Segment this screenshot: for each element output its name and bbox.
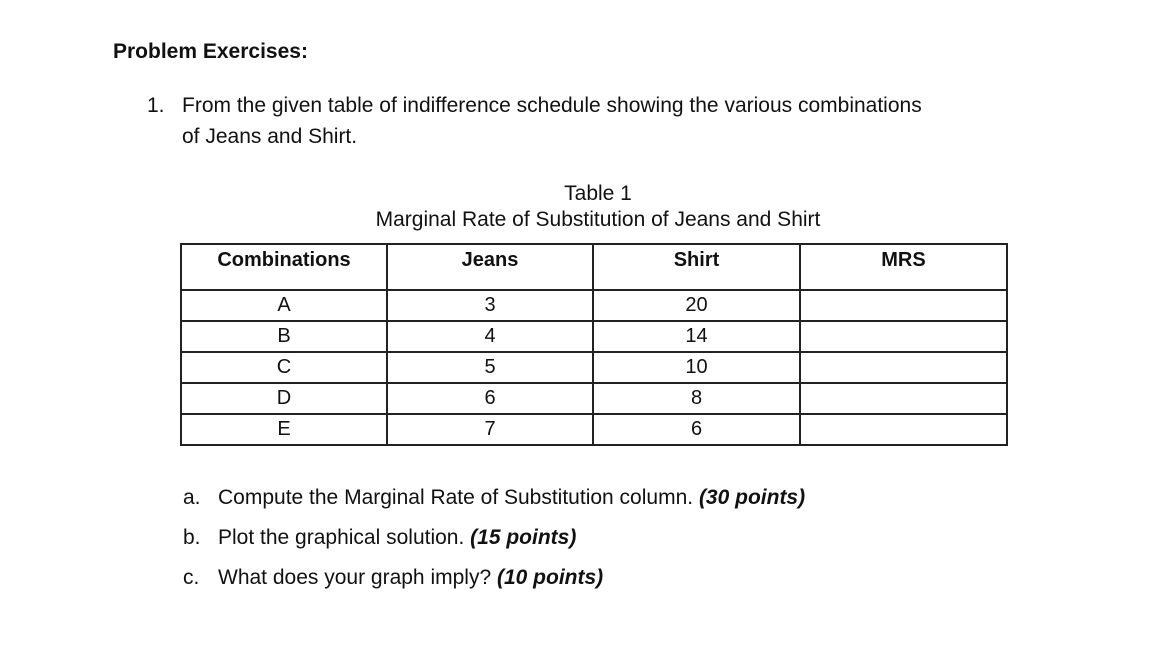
cell-mrs xyxy=(800,321,1007,352)
table-caption-subtitle: Marginal Rate of Substitution of Jeans and Shirt xyxy=(375,208,821,231)
table-row xyxy=(181,290,1007,321)
cell-jeans: 4 xyxy=(387,321,593,352)
table-caption-title: Table 1 xyxy=(564,182,632,205)
table-header-row xyxy=(181,244,1007,290)
cell-combination: A xyxy=(181,290,387,321)
cell-jeans: 7 xyxy=(387,414,593,445)
mrs-table xyxy=(180,243,1008,446)
subquestion-c xyxy=(183,563,805,603)
subquestion-letter: c. xyxy=(183,566,200,589)
cell-mrs xyxy=(800,414,1007,445)
question-line-2: of Jeans and Shirt. xyxy=(182,125,358,148)
cell-shirt: 10 xyxy=(593,352,800,383)
subquestion-text: What does your graph imply? xyxy=(218,566,492,589)
cell-shirt: 14 xyxy=(593,321,800,352)
subquestion-letter: b. xyxy=(183,526,201,549)
cell-jeans: 5 xyxy=(387,352,593,383)
table-row xyxy=(181,383,1007,414)
header-jeans: Jeans xyxy=(387,244,593,290)
cell-shirt: 6 xyxy=(593,414,800,445)
question-1 xyxy=(147,90,1027,152)
subquestion-letter: a. xyxy=(183,486,201,509)
subquestion-points: (10 points) xyxy=(496,566,604,589)
cell-shirt: 8 xyxy=(593,383,800,414)
table-row xyxy=(181,414,1007,445)
header-combinations: Combinations xyxy=(181,244,387,290)
table-caption xyxy=(180,181,1016,233)
question-line-1: From the given table of indifference schedule showing the various combinations xyxy=(182,94,922,117)
question-text xyxy=(182,90,1027,152)
subquestion-list xyxy=(183,483,805,603)
subquestion-points: (15 points) xyxy=(470,526,577,549)
subquestion-text: Plot the graphical solution. xyxy=(218,526,465,549)
subquestion-text: Compute the Marginal Rate of Substitution column. xyxy=(218,486,694,509)
cell-mrs xyxy=(800,290,1007,321)
subquestion-b xyxy=(183,523,805,563)
cell-mrs xyxy=(800,383,1007,414)
subquestion-points: (30 points) xyxy=(698,486,806,509)
cell-jeans: 6 xyxy=(387,383,593,414)
table-row xyxy=(181,321,1007,352)
page-heading: Problem Exercises: xyxy=(113,40,308,63)
cell-combination: B xyxy=(181,321,387,352)
subquestion-a xyxy=(183,483,805,523)
header-shirt: Shirt xyxy=(593,244,800,290)
cell-shirt: 20 xyxy=(593,290,800,321)
cell-jeans: 3 xyxy=(387,290,593,321)
cell-mrs xyxy=(800,352,1007,383)
header-mrs: MRS xyxy=(800,244,1007,290)
cell-combination: C xyxy=(181,352,387,383)
table-row xyxy=(181,352,1007,383)
question-number: 1. xyxy=(147,94,165,117)
cell-combination: E xyxy=(181,414,387,445)
cell-combination: D xyxy=(181,383,387,414)
